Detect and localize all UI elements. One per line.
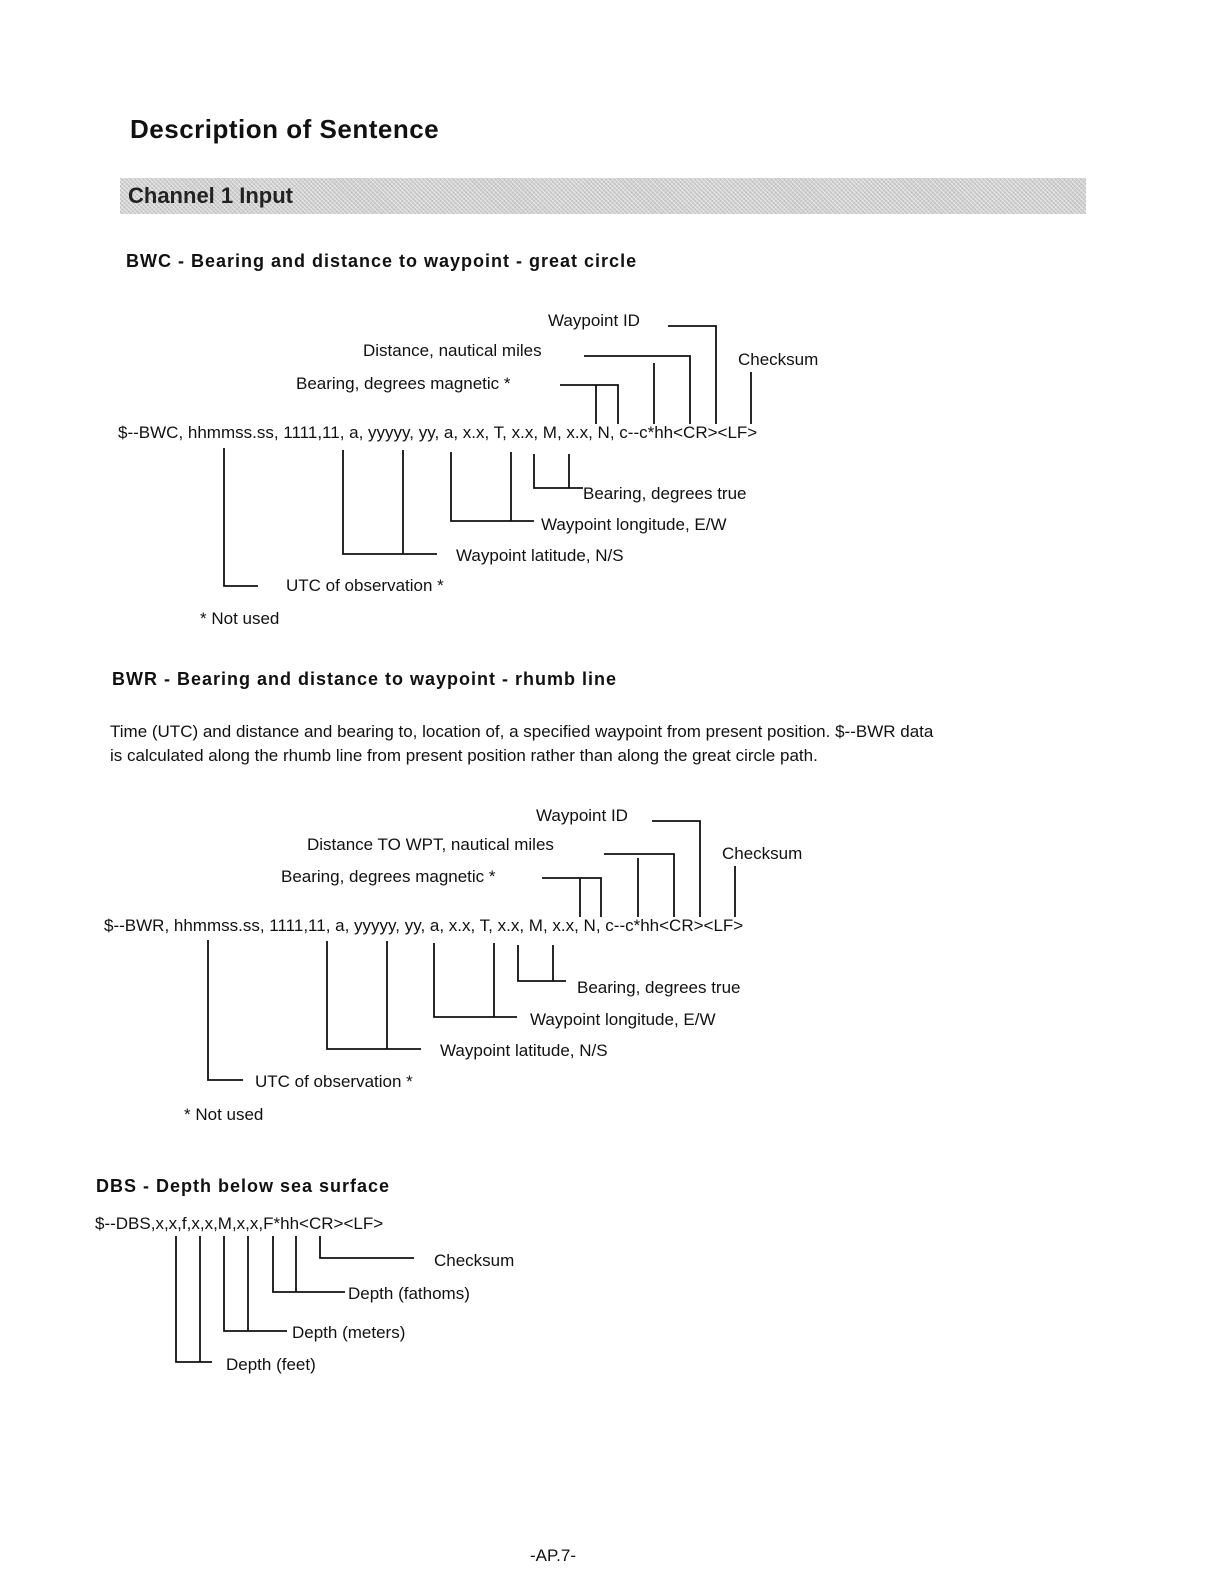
bwr-distance-leader [604,854,674,917]
bwc-sentence: $--BWC, hhmmss.ss, 1111,11, a, yyyyy, yy, a, x.x, T, x.x, M, x.x, N, c--c*hh<CR><LF> [118,423,758,442]
bwr-waypoint-id-leader [652,821,700,917]
bwc-leader-lines [224,326,751,586]
bwc-distance-label: Distance, nautical miles [363,341,542,360]
bwc-utc-label: UTC of observation * [286,576,444,595]
bwc-bearing-true-label: Bearing, degrees true [583,484,747,503]
dbs-depth-meters-leader [224,1236,287,1331]
dbs-leader-lines [176,1236,414,1362]
dbs-checksum-label: Checksum [434,1251,515,1270]
dbs-depth-fathoms-label: Depth (fathoms) [348,1284,470,1303]
bwc-longitude-label: Waypoint longitude, E/W [541,515,727,534]
page-number: -AP.7- [530,1546,576,1565]
bwr-utc-label: UTC of observation * [255,1072,413,1091]
bwr-distance-label: Distance TO WPT, nautical miles [307,835,554,854]
bwr-bearing-magnetic-leader [542,878,601,917]
bwr-checksum-label: Checksum [722,844,803,863]
bwc-utc-leader [224,448,258,586]
bwc-distance-leader [584,356,690,424]
bwr-longitude-leader [434,943,517,1017]
bwr-bearing-magnetic-label: Bearing, degrees magnetic * [281,867,496,886]
dbs-heading: DBS - Depth below sea surface [96,1176,391,1196]
bwr-utc-leader [208,940,243,1080]
dbs-checksum-leader [320,1236,414,1258]
bwr-sentence: $--BWR, hhmmss.ss, 1111,11, a, yyyyy, yy, a, x.x, T, x.x, M, x.x, N, c--c*hh<CR><LF> [104,916,744,935]
page-title: Description of Sentence [130,114,440,144]
dbs-depth-feet-leader [176,1236,212,1362]
bwc-bearing-magnetic-leader [560,385,618,424]
bwr-bearing-true-label: Bearing, degrees true [577,978,741,997]
bwc-waypoint-id-label: Waypoint ID [548,311,640,330]
dbs-depth-fathoms-leader [273,1236,345,1292]
bwc-latitude-label: Waypoint latitude, N/S [456,546,624,565]
bwc-bearing-true-leader [534,454,583,488]
bwr-waypoint-id-label: Waypoint ID [536,806,628,825]
bwc-checksum-label: Checksum [738,350,819,369]
dbs-depth-feet-label: Depth (feet) [226,1355,316,1374]
bwr-description-line1: Time (UTC) and distance and bearing to, location of, a specified waypoint from present position. $--BWR data [110,722,934,741]
bwc-heading: BWC - Bearing and distance to waypoint - great circle [126,251,638,271]
bwr-longitude-label: Waypoint longitude, E/W [530,1010,716,1029]
bwr-bearing-true-leader [518,945,566,981]
bwr-not-used-note: * Not used [184,1105,264,1124]
bwc-latitude-leader [343,450,437,554]
dbs-depth-meters-label: Depth (meters) [292,1323,406,1342]
bwr-description-line2: is calculated along the rhumb line from present position rather than along the great circle path. [110,746,818,765]
bwr-latitude-label: Waypoint latitude, N/S [440,1041,608,1060]
bwr-heading: BWR - Bearing and distance to waypoint - rhumb line [112,669,618,689]
dbs-sentence: $--DBS,x,x,f,x,x,M,x,x,F*hh<CR><LF> [95,1214,384,1233]
section-label: Channel 1 Input [128,183,293,208]
bwr-leader-lines [208,821,735,1080]
bwc-waypoint-id-leader [668,326,716,424]
bwc-bearing-magnetic-label: Bearing, degrees magnetic * [296,374,511,393]
bwc-not-used-note: * Not used [200,609,280,628]
bwr-latitude-leader [327,941,421,1049]
bwc-longitude-leader [451,452,534,521]
